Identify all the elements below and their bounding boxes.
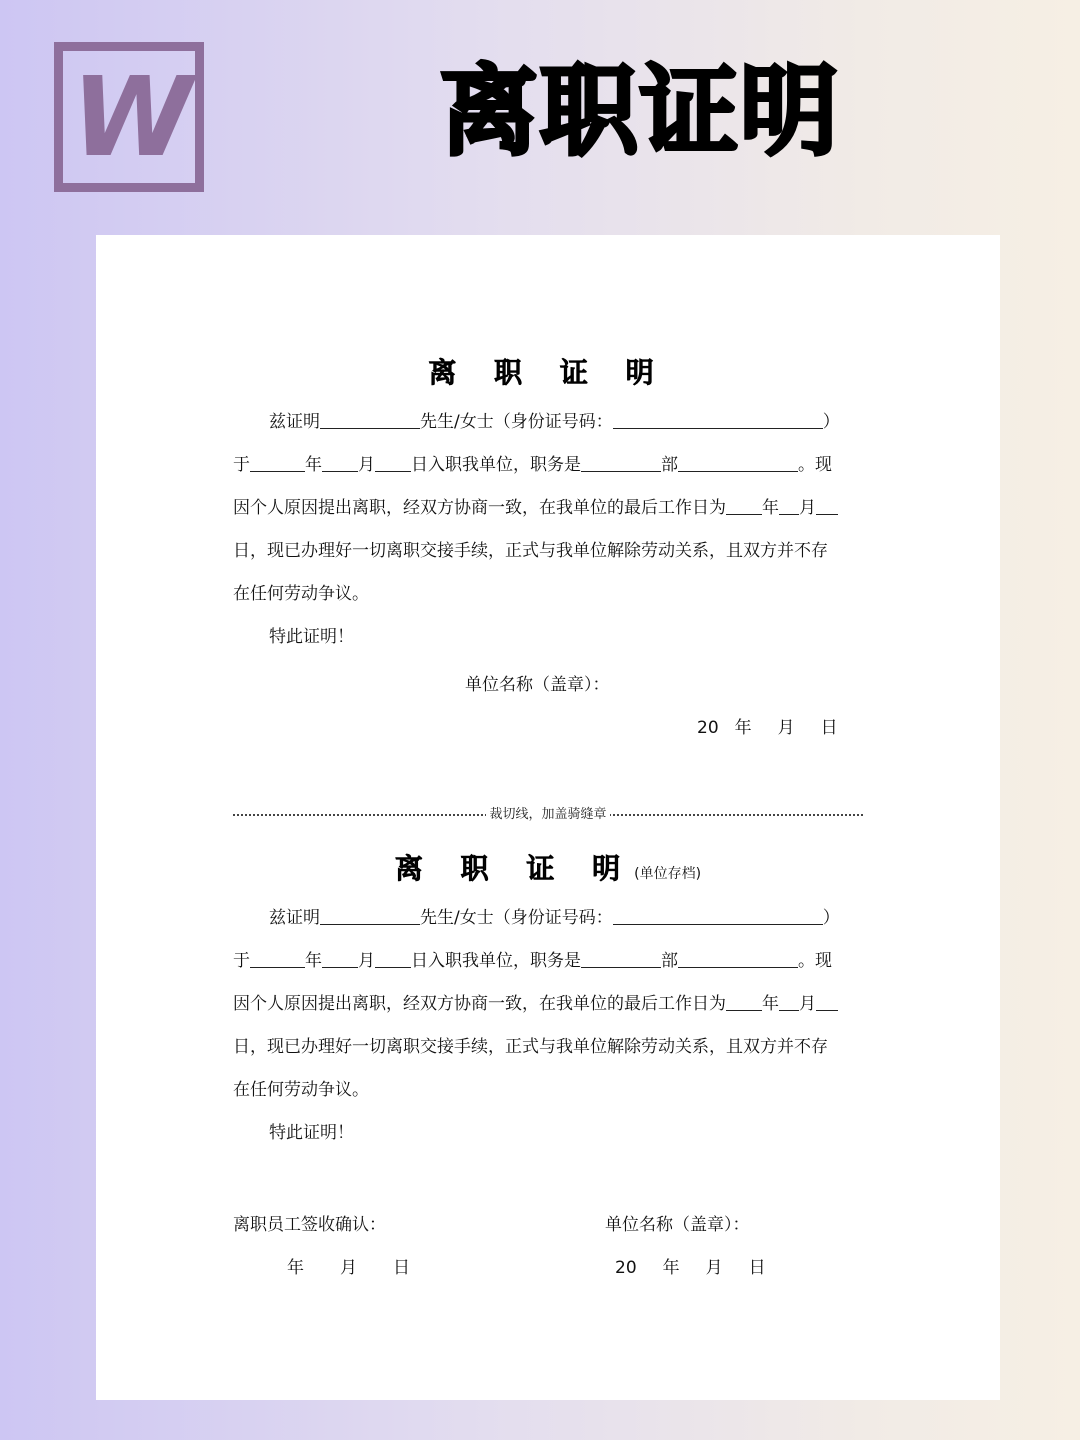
doc2-unit-date: [615, 1253, 766, 1278]
day-blank: [375, 455, 411, 472]
text: 年: [762, 994, 779, 1014]
text: 日入职我单位，职务是: [411, 951, 581, 971]
doc1-line4: 日，现已办理好一切离职交接手续，正式与我单位解除劳动关系，且双方并不存: [233, 541, 828, 561]
date-prefix: 20: [697, 718, 719, 738]
text: 年: [762, 498, 779, 518]
doc2-line2: [233, 940, 863, 983]
doc2-line5: 在任何劳动争议。: [233, 1080, 369, 1100]
day-blank: [375, 951, 411, 968]
month-blank: [322, 455, 358, 472]
logo-letter: W: [71, 53, 187, 181]
date-month: 月: [777, 718, 795, 738]
text: 年: [305, 455, 322, 475]
date-month: 月: [340, 1258, 357, 1278]
doc2-body: [233, 897, 863, 1155]
doc2-closing: 特此证明！: [269, 1123, 354, 1143]
year-blank: [726, 994, 762, 1011]
document-page: [96, 235, 1000, 1400]
day-blank: [816, 994, 838, 1011]
text: ）: [822, 412, 840, 432]
text: 先生/女士（身份证号码：: [420, 412, 613, 432]
name-blank: [320, 412, 420, 429]
text: 日入职我单位，职务是: [411, 455, 581, 475]
text: 因个人原因提出离职，经双方协商一致，在我单位的最后工作日为: [233, 498, 726, 518]
date-day: 日: [820, 718, 838, 738]
doc1-unit-label: 单位名称（盖章）：: [465, 675, 610, 695]
name-blank: [320, 908, 420, 925]
doc1-body: [233, 401, 863, 659]
text: 月: [358, 455, 375, 475]
date-day: 日: [393, 1258, 410, 1278]
doc2-employee-label: 离职员工签收确认：: [233, 1215, 386, 1235]
doc2-line1: [233, 897, 863, 940]
department-blank: [581, 951, 661, 968]
date-year: 年: [662, 1258, 680, 1278]
date-day: 日: [748, 1258, 766, 1278]
doc1-line1: [233, 401, 863, 444]
month-blank: [779, 994, 799, 1011]
position-blank: [678, 951, 798, 968]
text: 因个人原因提出离职，经双方协商一致，在我单位的最后工作日为: [233, 994, 726, 1014]
month-blank: [322, 951, 358, 968]
doc2-line3: [233, 983, 863, 1026]
doc2-title: [233, 847, 863, 887]
text: 先生/女士（身份证号码：: [420, 908, 613, 928]
date-month: 月: [705, 1258, 723, 1278]
text: ）: [822, 908, 840, 928]
text: 月: [799, 498, 816, 518]
doc2-title-note: (单位存档): [634, 866, 702, 882]
id-number-blank: [613, 412, 823, 429]
doc1-line2: [233, 444, 863, 487]
doc1-date: [697, 713, 838, 738]
cut-line-label: 裁切线，加盖骑缝章: [486, 807, 609, 822]
text: 部: [661, 951, 678, 971]
date-prefix: 20: [615, 1258, 637, 1278]
doc1-line3: [233, 487, 863, 530]
text: 年: [305, 951, 322, 971]
text: 于: [233, 951, 250, 971]
text: 。现: [798, 951, 832, 971]
doc1-line5: 在任何劳动争议。: [233, 584, 369, 604]
day-blank: [816, 498, 838, 515]
doc2-line4: 日，现已办理好一切离职交接手续，正式与我单位解除劳动关系，且双方并不存: [233, 1037, 828, 1057]
text: 月: [799, 994, 816, 1014]
date-year: 年: [287, 1258, 304, 1278]
text: 兹证明: [269, 412, 320, 432]
year-blank: [250, 455, 305, 472]
doc1-closing: 特此证明！: [269, 627, 354, 647]
doc2-title-text: 离 职 证 明: [394, 852, 635, 885]
text: 月: [358, 951, 375, 971]
id-number-blank: [613, 908, 823, 925]
text: 。现: [798, 455, 832, 475]
text: 于: [233, 455, 250, 475]
date-year: 年: [734, 718, 752, 738]
doc2-employee-date: [287, 1253, 410, 1278]
year-blank: [250, 951, 305, 968]
cut-line: [233, 803, 863, 823]
doc1-title: 离 职 证 明: [428, 356, 668, 389]
word-logo-icon: [54, 42, 204, 192]
year-blank: [726, 498, 762, 515]
text: 兹证明: [269, 908, 320, 928]
doc2-unit-label: 单位名称（盖章）：: [605, 1215, 750, 1235]
text: 部: [661, 455, 678, 475]
position-blank: [678, 455, 798, 472]
month-blank: [779, 498, 799, 515]
banner-title: 离职证明: [440, 55, 841, 169]
department-blank: [581, 455, 661, 472]
